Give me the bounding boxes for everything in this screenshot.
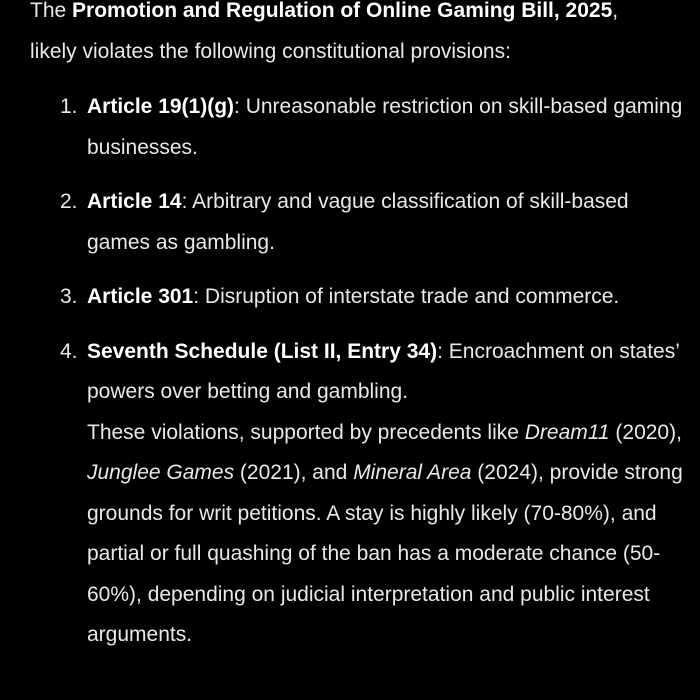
conclusion-part4: (2024), provide strong grounds for writ petitions. A stay is highly likely (70-80%), and partial or full quashing of the ban has a moderate chance (50-60%), depending on judicial interpretation and public interest arguments.: [87, 461, 683, 646]
conclusion-part1: These violations, supported by precedents like: [87, 420, 525, 444]
list-item: [30, 277, 690, 318]
case-mineral-area: Mineral Area: [353, 461, 472, 484]
item-title: Article 19(1)(g): [87, 95, 235, 118]
intro-tail: ,: [612, 0, 619, 22]
conclusion-part3: (2021), and: [234, 461, 354, 484]
bill-name: Promotion and Regulation of Online Gaming Bill, 2025: [72, 0, 613, 22]
case-junglee-games: Junglee Games: [87, 461, 235, 484]
item-title: Article 301: [87, 285, 194, 308]
item-text: : Unreasonable restriction on skill-based gaming businesses.: [87, 95, 683, 159]
list-item: [30, 332, 690, 656]
post-content: [30, 0, 690, 656]
item-text: : Arbitrary and vague classification of skill-based games as gambling.: [87, 190, 629, 254]
item-text: : Disruption of interstate trade and commerce.: [193, 285, 620, 308]
case-dream11: Dream11: [524, 420, 610, 444]
item-title: Article 14: [87, 190, 182, 213]
item-number: 4.: [60, 339, 78, 363]
item-number: 3.: [60, 285, 78, 308]
item-number: 2.: [60, 190, 78, 213]
list-item: [30, 87, 690, 168]
item-text: : Encroachment on states’ powers over betting and gambling.: [87, 339, 680, 403]
item-title: Seventh Schedule (List II, Entry 34): [87, 339, 438, 363]
item-number: 1.: [60, 95, 78, 118]
conclusion-paragraph: [87, 413, 690, 656]
list-item: [30, 182, 690, 263]
violations-list: [30, 87, 690, 656]
intro-line2: likely violates the following constitutional provisions:: [30, 39, 511, 63]
conclusion-part2: (2020),: [609, 420, 682, 444]
intro-paragraph: [30, 0, 690, 72]
intro-lead: The: [30, 0, 73, 22]
